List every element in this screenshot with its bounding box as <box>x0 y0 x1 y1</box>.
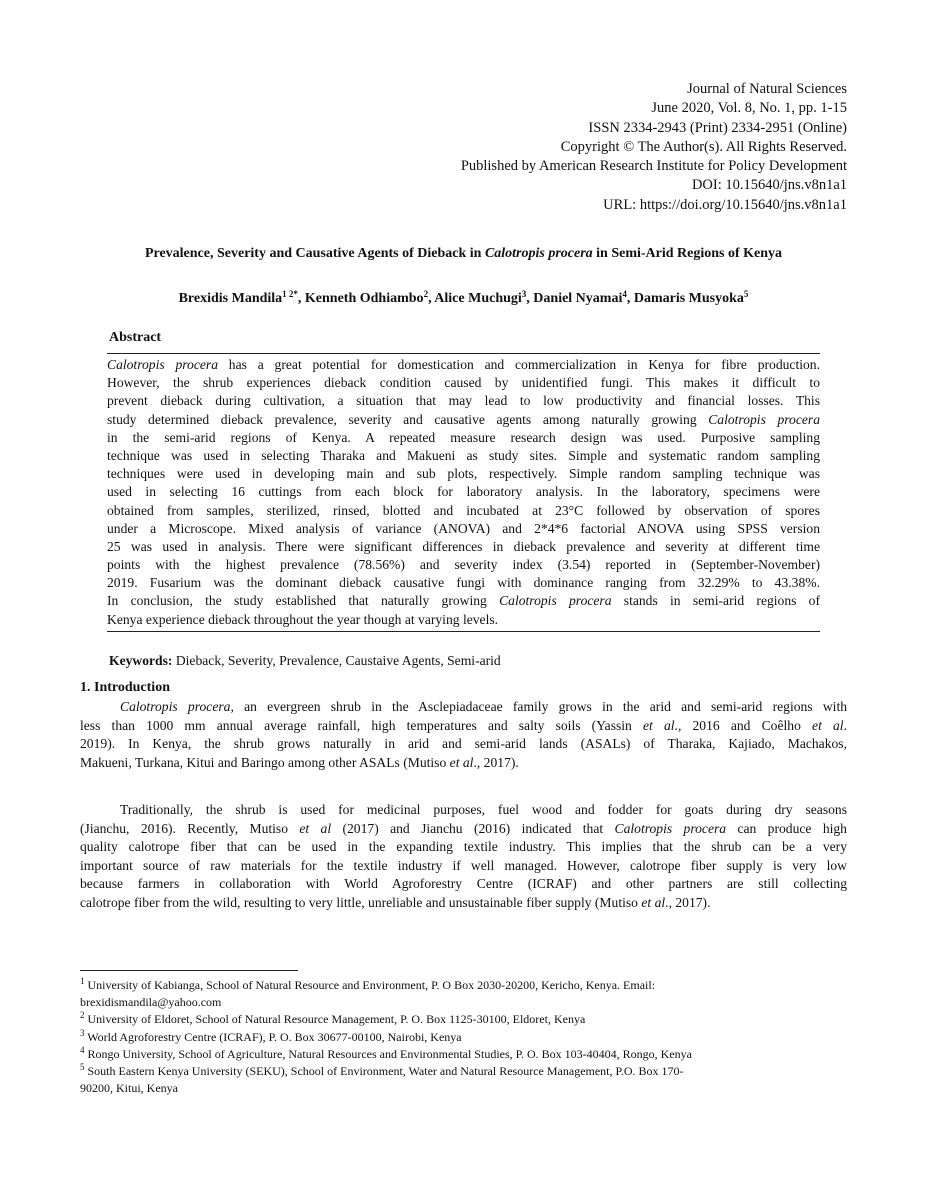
text-line <box>107 592 820 610</box>
text-line <box>80 754 847 773</box>
footnote-number: 2 <box>80 1010 85 1021</box>
italic-text: et al <box>449 754 474 770</box>
text-span: technique was used in selecting Tharaka and Makueni as study sites. Simple and systematic random sampling <box>107 447 820 463</box>
text-span: in the semi-arid regions of Kenya. A repeated measure research design was used. Purposive sampling <box>107 429 820 445</box>
text-line <box>107 374 820 392</box>
italic-text: Calotropis procera <box>708 411 820 427</box>
text-line <box>107 447 820 465</box>
author-affiliation-mark: 1 2* <box>282 289 298 299</box>
italic-text: et al <box>643 717 675 733</box>
footnote <box>80 1063 860 1080</box>
text-span: points with the highest prevalence (78.56%) and severity index (3.54) reported in (September-November) <box>107 557 820 573</box>
text-span: has a great potential for domestication and commercialization in Kenya for fibre production. <box>218 357 820 372</box>
text-span: ., 2017). <box>473 754 519 770</box>
footnote-number: 5 <box>80 1062 85 1073</box>
text-span: used in selecting 16 cuttings from each block for laboratory analysis. In the laboratory, specimens were <box>107 484 820 500</box>
text-span: under a Microscope. Mixed analysis of variance (ANOVA) and 2*4*6 factorial ANOVA using SPSS version <box>107 520 820 536</box>
footnote-divider <box>80 970 298 971</box>
footnote-number: 4 <box>80 1044 85 1055</box>
text-line <box>80 894 847 913</box>
text-line <box>107 574 820 592</box>
text-line <box>107 429 820 447</box>
footnote-continuation: brexidismandila@yahoo.com <box>80 995 222 1010</box>
italic-text: Calotropis procera <box>107 357 218 372</box>
footnote <box>80 1011 860 1028</box>
text-line <box>107 483 820 501</box>
text-span: ., 2016 and Coêlho <box>674 717 813 733</box>
abstract-heading: Abstract <box>109 330 162 345</box>
footnote-text: University of Eldoret, School of Natural Resource Management, P. O. Box 1125-30100, Eldoret, Kenya <box>84 1012 586 1027</box>
text-span: Makueni, Turkana, Kitui and Baringo among other ASALs (Mutiso <box>80 754 450 770</box>
text-span: 2019). In Kenya, the shrub grows naturally in arid and semi-arid lands (ASALs) of Tharaka, Kajiado, Machakos, <box>80 736 847 751</box>
italic-text: et al <box>641 894 666 910</box>
author-name: Alice Muchugi <box>434 291 522 306</box>
text-line <box>107 556 820 574</box>
text-span: ., 2017). <box>665 894 711 910</box>
author-list: Brexidis Mandila$^{1 2*}$, Kenneth Odhiambo$^2$, Alice Muchugi$^3$, Daniel Nyamai$^4$, Damaris Musyoka$^5$ <box>178 289 749 306</box>
journal-info-line: URL: https://doi.org/10.15640/jns.v8n1a1 <box>603 196 847 213</box>
footnote-text: World Agroforestry Centre (ICRAF), P. O. Box 30677-00100, Nairobi, Kenya <box>84 1029 462 1044</box>
footnote-text: University of Kabianga, School of Natural Resource and Environment, P. O Box 2030-20200, Kericho, Kenya. Email: <box>84 978 656 992</box>
text-line <box>80 857 847 876</box>
title-part1: Prevalence, Severity and Causative Agents of Dieback in <box>144 246 485 261</box>
section-heading-introduction: 1. Introduction <box>80 680 170 695</box>
journal-info <box>461 80 847 215</box>
text-span: Kenya experience dieback throughout the year though at varying levels. <box>107 611 499 627</box>
italic-text: Calotropis procera <box>499 593 612 609</box>
text-line <box>80 717 847 736</box>
text-span: techniques were used in developing main and sub plots, respectively. Simple random sampling technique was <box>107 466 820 482</box>
journal-info-line: DOI: 10.15640/jns.v8n1a1 <box>691 177 847 194</box>
footnotes <box>80 977 860 1097</box>
journal-info-line: June 2020, Vol. 8, No. 1, pp. 1-15 <box>651 100 847 117</box>
text-span: prevent dieback during cultivation, a situation that may lead to low productivity and financial losses. This <box>107 393 820 409</box>
title-species: Calotropis procera <box>484 246 593 261</box>
author-name: Kenneth Odhiambo <box>304 291 424 306</box>
text-span: (2017) and Jianchu (2016) indicated that <box>331 820 615 836</box>
author-name: Daniel Nyamai <box>533 291 623 306</box>
intro-paragraph-1 <box>80 698 847 772</box>
journal-info-line: ISSN 2334-2943 (Print) 2334-2951 (Online) <box>588 119 847 136</box>
journal-info-line: Published by American Research Institute for Policy Development <box>460 158 847 175</box>
text-line <box>80 838 847 857</box>
author-affiliation-mark: 5 <box>743 289 749 299</box>
keywords <box>109 653 501 669</box>
text-line <box>107 520 820 538</box>
footnote-number: 3 <box>80 1027 85 1038</box>
text-span: study determined dieback prevalence, severity and causative agents among naturally growing <box>107 411 709 427</box>
text-span: obtained from samples, sterilized, rinsed, blotted and incubated at 23°C followed by observation of spores <box>107 502 820 518</box>
title-part2: in Semi-Arid Regions of Kenya <box>592 246 783 261</box>
text-span: . <box>843 717 847 733</box>
text-line <box>80 820 847 839</box>
text-line <box>80 735 847 754</box>
italic-text: et al <box>812 717 844 733</box>
text-line <box>107 392 820 410</box>
text-span: because farmers in collaboration with World Agroforestry Centre (ICRAF) and other partners are still collecting <box>80 876 847 891</box>
keywords-label: Keywords: <box>109 653 173 668</box>
author-affiliation-mark: 3 <box>521 289 527 299</box>
text-line <box>107 465 820 483</box>
text-line <box>107 356 820 374</box>
footnote <box>80 1029 860 1046</box>
text-span: can produce high <box>726 820 847 836</box>
text-span: (Jianchu, 2016). Recently, Mutiso <box>80 820 300 836</box>
italic-text: Calotropis procera <box>120 699 231 714</box>
text-span: quality calotrope fiber that can be used in the expanding textile industry. This implies that the shrub can be a very <box>80 839 847 854</box>
text-span: Traditionally, the shrub is used for medicinal purposes, fuel wood and fodder for goats during dry seasons <box>120 802 847 817</box>
abstract-box <box>107 353 820 632</box>
text-line <box>107 502 820 520</box>
text-line <box>80 801 847 820</box>
text-line <box>107 411 820 429</box>
author-affiliation-mark: 4 <box>622 289 627 299</box>
text-span: calotrope fiber from the wild, resulting to very little, unreliable and unsustainable fiber supply (Mutiso <box>80 894 642 910</box>
paper-title <box>40 246 887 262</box>
text-span: , an evergreen shrub in the Asclepiadaceae family grows in the arid and semi-arid regions with <box>230 699 847 714</box>
author-name: Brexidis Mandila <box>178 291 283 306</box>
author-name: Damaris Musyoka <box>633 291 744 306</box>
text-span: In conclusion, the study established that naturally growing <box>107 593 500 609</box>
journal-info-line: Journal of Natural Sciences <box>687 81 847 97</box>
text-span: 25 was used in analysis. There were significant differences in dieback prevalence and severity at different time <box>107 538 820 554</box>
italic-text: et al <box>299 820 332 836</box>
footnote-text: South Eastern Kenya University (SEKU), School of Environment, Water and Natural Resource Management, P.O. Box 170- <box>84 1064 684 1079</box>
text-line <box>107 611 820 629</box>
text-span: important source of raw materials for the textile industry if well managed. However, calotrope fiber supply is very low <box>80 857 847 873</box>
text-span: 2019. Fusarium was the dominant dieback causative fungi with dominance ranging from 32.29% to 43.38%. <box>107 575 820 591</box>
author-affiliation-mark: 2 <box>423 289 429 299</box>
footnote <box>80 977 860 994</box>
footnote-continuation: 90200, Kitui, Kenya <box>80 1081 178 1096</box>
italic-text: Calotropis procera <box>614 820 727 836</box>
text-span: less than 1000 mm annual average rainfall, high temperatures and salty soils (Yassin <box>80 717 643 733</box>
journal-info-line: Copyright © The Author(s). All Rights Reserved. <box>560 138 847 155</box>
intro-paragraph-2 <box>80 801 847 912</box>
text-line <box>80 875 847 894</box>
footnote <box>80 1046 860 1063</box>
footnote-text: Rongo University, School of Agriculture, Natural Resources and Environmental Studies, P. O. Box 103-40404, Rongo, Kenya <box>84 1046 692 1061</box>
text-line <box>107 538 820 556</box>
text-line <box>80 698 847 717</box>
footnote-number: 1 <box>80 976 85 986</box>
text-span: stands in semi-arid regions of <box>611 593 820 609</box>
keywords-text: Dieback, Severity, Prevalence, Caustaive Agents, Semi-arid <box>172 653 501 668</box>
text-span: However, the shrub experiences dieback condition caused by unidentified fungi. This makes it difficult to <box>107 375 820 391</box>
